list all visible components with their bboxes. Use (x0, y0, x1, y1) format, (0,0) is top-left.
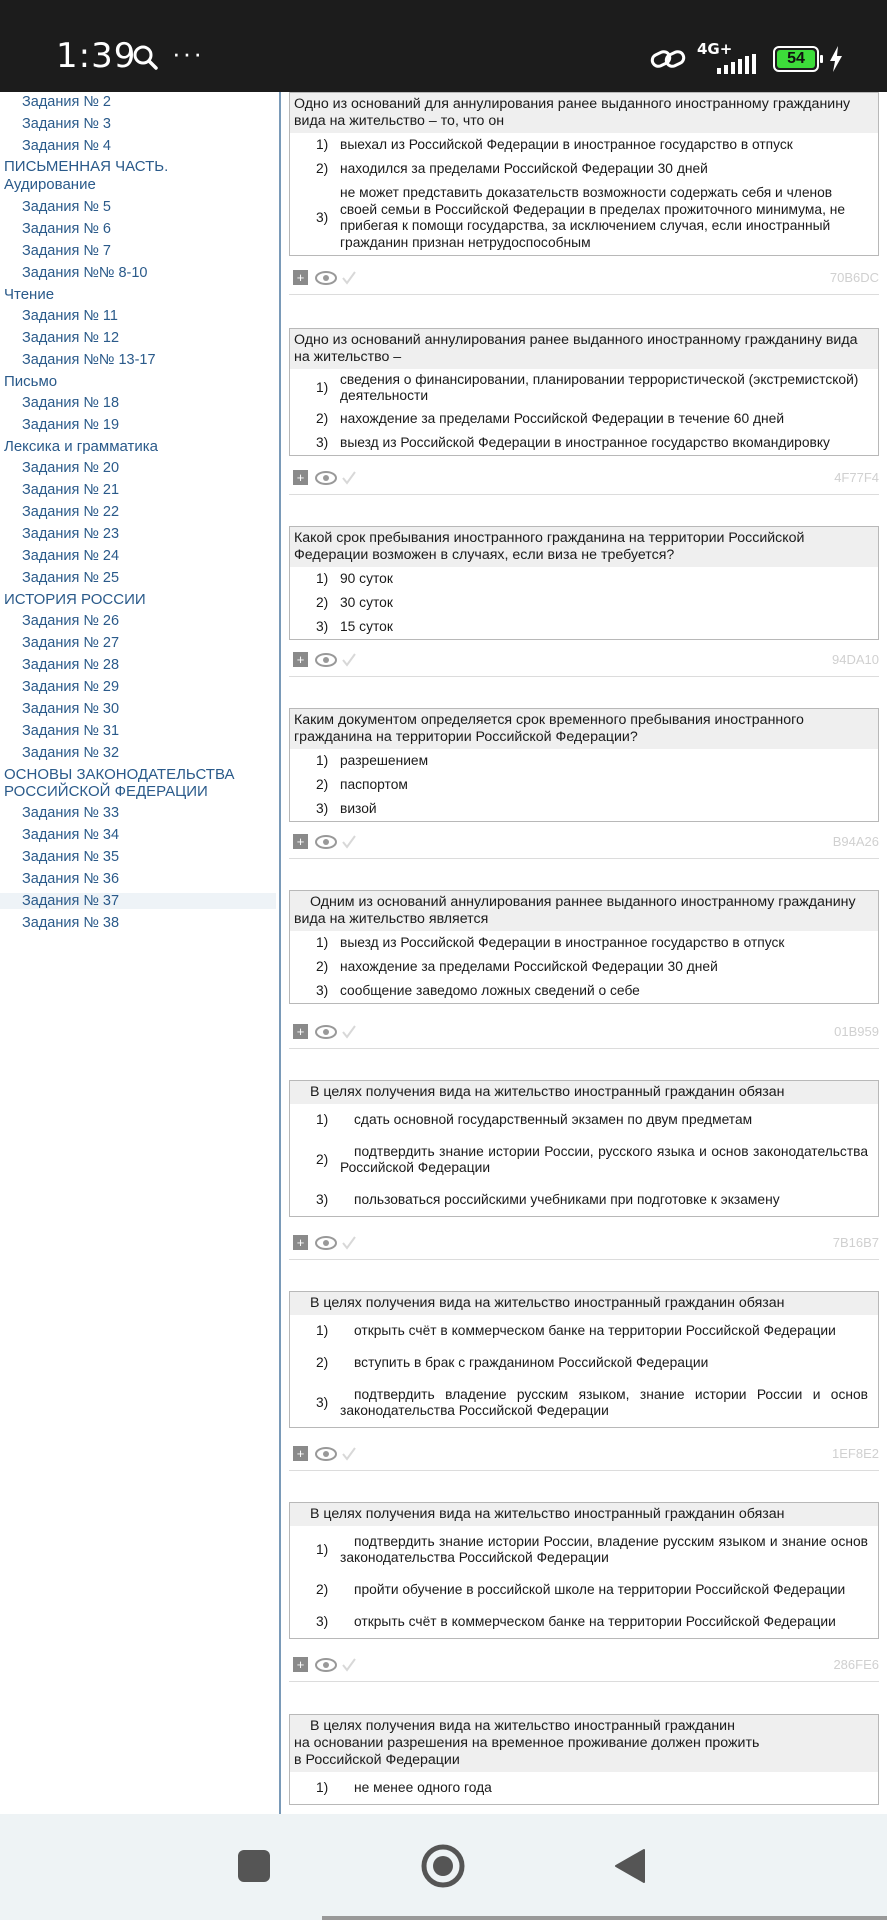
option-number: 2) (316, 1581, 329, 1597)
sidebar-category[interactable]: Лексика и грамматика (4, 438, 159, 455)
sidebar-item[interactable]: Задания № 26 (22, 613, 120, 629)
question-separator (289, 1470, 879, 1471)
answer-option[interactable] (290, 979, 878, 1003)
battery-level: 54 (777, 50, 815, 68)
answer-option[interactable] (290, 1772, 878, 1804)
add-icon[interactable]: + (293, 652, 308, 667)
sidebar-category[interactable]: ИСТОРИЯ РОССИИ (4, 591, 146, 608)
option-number: 1) (316, 1541, 329, 1557)
sidebar-item[interactable]: Задания №№ 13-17 (22, 352, 156, 368)
question-toolbar (289, 1233, 879, 1253)
option-number: 2) (316, 958, 329, 974)
add-icon[interactable]: + (293, 270, 308, 285)
eye-icon[interactable] (315, 1658, 337, 1672)
question-card (289, 1502, 879, 1639)
gesture-bar[interactable] (322, 1916, 887, 1920)
option-text: пользоваться российскими учебниками при подготовке к экзамену (354, 1191, 780, 1207)
option-text: визой (340, 800, 377, 816)
check-icon[interactable] (341, 1235, 357, 1250)
option-number: 3) (316, 209, 329, 225)
system-nav-bar (0, 1814, 887, 1920)
sidebar-nav (0, 92, 278, 1814)
question-id: 1EF8E2 (832, 1446, 879, 1461)
answer-option[interactable] (290, 1379, 878, 1427)
link-icon (649, 46, 687, 72)
charging-bolt-icon (829, 46, 843, 72)
question-card (289, 526, 879, 640)
sidebar-item[interactable]: Задания № 19 (22, 417, 120, 433)
sidebar-item[interactable]: Задания № 6 (22, 221, 111, 237)
answer-option[interactable] (290, 1136, 878, 1184)
question-id: 70B6DC (829, 270, 879, 285)
answer-option[interactable] (290, 157, 878, 181)
option-number: 2) (316, 1354, 329, 1370)
battery-icon (773, 46, 819, 72)
question-text: В целях получения вида на жительство иностранный гражданин обязан (290, 1081, 878, 1104)
eye-icon[interactable] (315, 835, 337, 849)
question-separator (289, 494, 879, 495)
question-id: 94DA10 (832, 652, 879, 667)
sidebar-item[interactable]: Задания № 18 (22, 395, 120, 411)
more-dots-icon: ··· (172, 38, 204, 68)
question-separator (289, 676, 879, 677)
answer-option[interactable] (290, 1104, 878, 1136)
sidebar-item[interactable]: Задания № 28 (22, 657, 120, 673)
sidebar-item[interactable]: Задания № 33 (22, 805, 120, 821)
question-text: Одно из оснований аннулирования ранее выданного иностранному гражданину вида на жительство – (290, 329, 878, 369)
sidebar-item[interactable]: Задания № 5 (22, 199, 111, 215)
eye-icon[interactable] (315, 1025, 337, 1039)
question-text (290, 1715, 878, 1772)
option-text: сообщение заведомо ложных сведений о себе (340, 982, 640, 998)
option-number: 1) (316, 136, 329, 152)
add-icon[interactable]: + (293, 1446, 308, 1461)
answer-option[interactable] (290, 407, 878, 431)
question-toolbar (289, 1022, 879, 1042)
option-number: 1) (316, 1111, 329, 1127)
option-number: 3) (316, 1394, 329, 1410)
option-text: пройти обучение в российской школе на территории Российской Федерации (354, 1581, 846, 1597)
question-separator (289, 294, 879, 295)
question-text: Каким документом определяется срок временного пребывания иностранного гражданина на территории Российской Федерации? (290, 709, 878, 749)
status-time: 1:39 (56, 36, 137, 76)
answer-option[interactable] (290, 1347, 878, 1379)
add-icon[interactable]: + (293, 834, 308, 849)
option-text: открыть счёт в коммерческом банке на территории Российской Федерации (354, 1322, 836, 1338)
question-card (289, 1714, 879, 1805)
option-text: подтвердить знание истории России, русского языка и основ законодательства Российской Федерации (340, 1143, 868, 1175)
sidebar-item[interactable]: Задания № 12 (22, 330, 120, 346)
eye-icon[interactable] (315, 1447, 337, 1461)
option-text: 90 суток (340, 570, 393, 586)
question-text-line: В целях получения вида на жительство иностранный гражданин (310, 1718, 735, 1734)
question-toolbar (289, 268, 879, 288)
option-text: 30 суток (340, 594, 393, 610)
question-separator (289, 858, 879, 859)
question-toolbar (289, 650, 879, 670)
answer-option[interactable] (290, 1184, 878, 1216)
answer-option[interactable] (290, 431, 878, 455)
option-text: не менее одного года (354, 1779, 492, 1795)
eye-icon[interactable] (315, 471, 337, 485)
question-toolbar (289, 1655, 879, 1675)
check-icon[interactable] (341, 652, 357, 667)
option-number: 3) (316, 982, 329, 998)
sidebar-item[interactable]: Задания № 30 (22, 701, 120, 717)
option-number: 1) (316, 1779, 329, 1795)
question-card (289, 1080, 879, 1217)
question-text-line: на основании разрешения на временное проживание должен прожить (294, 1735, 760, 1751)
question-id: B94A26 (832, 834, 879, 849)
option-text: не может представить доказательств возможности содержать себя и членов своей семьи в Российской Федерации в пределах прожиточного минимума, не прибегая к помощи государства, за исключением случая, если иностранный гражданин признан нетрудоспособным (340, 185, 846, 250)
sidebar-item[interactable]: Задания № 23 (22, 526, 120, 542)
option-number: 2) (316, 776, 329, 792)
option-number: 3) (316, 1613, 329, 1629)
answer-option[interactable] (290, 1526, 878, 1574)
option-number: 3) (316, 1191, 329, 1207)
answer-option[interactable] (290, 773, 878, 797)
sidebar-item[interactable]: Задания № 29 (22, 679, 120, 695)
option-number: 3) (316, 800, 329, 816)
question-text-line: в Российской Федерации (294, 1752, 460, 1768)
sidebar-item[interactable]: Задания № 35 (22, 849, 120, 865)
sidebar-item[interactable]: Задания № 36 (22, 871, 120, 887)
sidebar-category[interactable]: Аудирование (4, 176, 96, 193)
sidebar-item[interactable]: Задания №№ 8-10 (22, 265, 148, 281)
add-icon[interactable]: + (293, 1024, 308, 1039)
question-text: В целях получения вида на жительство иностранный гражданин обязан (290, 1503, 878, 1526)
recents-button[interactable] (238, 1850, 270, 1882)
question-id: 4F77F4 (834, 470, 879, 485)
sidebar-category[interactable]: РОССИЙСКОЙ ФЕДЕРАЦИИ (4, 783, 208, 800)
answer-option[interactable] (290, 1315, 878, 1347)
sidebar-item[interactable]: Задания № 38 (22, 915, 120, 931)
option-text: сведения о финансировании, планировании террористической (экстремистской) деятельности (340, 371, 859, 403)
add-icon[interactable]: + (293, 1657, 308, 1672)
option-number: 1) (316, 1322, 329, 1338)
question-id: 7B16B7 (832, 1235, 879, 1250)
check-icon[interactable] (341, 1446, 357, 1461)
option-number: 3) (316, 618, 329, 634)
answer-option[interactable] (290, 567, 878, 591)
answer-option[interactable] (290, 369, 878, 407)
answer-option[interactable] (290, 749, 878, 773)
check-icon[interactable] (341, 470, 357, 485)
sidebar-item[interactable]: Задания № 32 (22, 745, 120, 761)
answer-option[interactable] (290, 133, 878, 157)
option-number: 1) (316, 379, 329, 395)
sidebar-item[interactable]: Задания № 20 (22, 460, 120, 476)
sidebar-item[interactable]: Задания № 24 (22, 548, 120, 564)
option-number: 2) (316, 1151, 329, 1167)
sidebar-item[interactable]: Задания № 25 (22, 570, 120, 586)
answer-option[interactable] (290, 955, 878, 979)
answer-option[interactable] (290, 931, 878, 955)
answer-option[interactable] (290, 181, 878, 255)
question-text: Какой срок пребывания иностранного гражданина на территории Российской Федерации возможен в случаях, если виза не требуется? (290, 527, 878, 567)
option-text: вступить в брак с гражданином Российской Федерации (354, 1354, 709, 1370)
question-id: 286FE6 (833, 1657, 879, 1672)
network-type: 4G+ (697, 40, 733, 58)
question-text: Одно из оснований для аннулирования ранее выданного иностранному гражданину вида на жительство – то, что он (290, 93, 878, 133)
eye-icon[interactable] (315, 653, 337, 667)
sidebar-item[interactable]: Задания № 4 (22, 138, 111, 154)
question-id: 01B959 (834, 1024, 879, 1039)
sidebar-category[interactable]: ОСНОВЫ ЗАКОНОДАТЕЛЬСТВА (4, 766, 235, 783)
status-bar (0, 0, 887, 92)
question-card (289, 328, 879, 456)
option-number: 2) (316, 160, 329, 176)
option-text: подтвердить владение русским языком, знание истории России и основ законодательства Российской Федерации (340, 1386, 868, 1418)
option-text: подтвердить знание истории России, владение русским языком и знание основ законодательства Российской Федерации (340, 1533, 868, 1565)
add-icon[interactable]: + (293, 1235, 308, 1250)
option-text: выезд из Российской Федерации в иностранное государство в отпуск (340, 934, 785, 950)
check-icon[interactable] (341, 1657, 357, 1672)
back-button[interactable] (614, 1848, 646, 1884)
option-text: выезд из Российской Федерации в иностранное государство вкомандировку (340, 434, 830, 450)
eye-icon[interactable] (315, 1236, 337, 1250)
option-number: 1) (316, 570, 329, 586)
option-text: паспортом (340, 776, 408, 792)
question-card (289, 890, 879, 1004)
sidebar-item[interactable]: Задания № 34 (22, 827, 120, 843)
option-text: нахождение за пределами Российской Федерации 30 дней (340, 958, 718, 974)
signal-icon (697, 40, 763, 74)
option-text: нахождение за пределами Российской Федерации в течение 60 дней (340, 410, 785, 426)
check-icon[interactable] (341, 834, 357, 849)
option-number: 1) (316, 752, 329, 768)
answer-option[interactable] (290, 1606, 878, 1638)
question-toolbar (289, 1444, 879, 1464)
eye-icon[interactable] (315, 271, 337, 285)
option-text: открыть счёт в коммерческом банке на территории Российской Федерации (354, 1613, 836, 1629)
question-card (289, 708, 879, 822)
status-indicators (649, 42, 843, 76)
search-icon (132, 44, 158, 70)
sidebar-item[interactable]: Задания № 37 (0, 893, 276, 909)
option-text: выехал из Российской Федерации в иностранное государство в отпуск (340, 136, 793, 152)
sidebar-item[interactable]: Задания № 2 (22, 94, 111, 110)
option-number: 1) (316, 934, 329, 950)
question-separator (289, 1259, 879, 1260)
answer-option[interactable] (290, 591, 878, 615)
check-icon[interactable] (341, 270, 357, 285)
add-icon[interactable]: + (293, 470, 308, 485)
sidebar-item[interactable]: Задания № 7 (22, 243, 111, 259)
answer-option[interactable] (290, 615, 878, 639)
question-separator (289, 1681, 879, 1682)
questions-list (281, 92, 887, 1814)
question-text: Одним из оснований аннулирования раннее выданного иностранному гражданину вида на жительство является (290, 891, 878, 931)
option-text: 15 суток (340, 618, 393, 634)
sidebar-category[interactable]: Чтение (4, 286, 55, 303)
sidebar-item[interactable]: Задания № 27 (22, 635, 120, 651)
question-toolbar (289, 832, 879, 852)
question-toolbar (289, 468, 879, 488)
sidebar-item[interactable]: Задания № 22 (22, 504, 120, 520)
home-button[interactable] (420, 1843, 466, 1889)
option-text: находился за пределами Российской Федерации 30 дней (340, 160, 708, 176)
option-number: 3) (316, 434, 329, 450)
sidebar-category[interactable]: ПИСЬМЕННАЯ ЧАСТЬ. (4, 158, 169, 175)
option-text: разрешением (340, 752, 429, 768)
answer-option[interactable] (290, 797, 878, 821)
question-card (289, 1291, 879, 1428)
question-text: В целях получения вида на жительство иностранный гражданин обязан (290, 1292, 878, 1315)
sidebar-item[interactable]: Задания № 31 (22, 723, 120, 739)
answer-option[interactable] (290, 1574, 878, 1606)
option-number: 2) (316, 594, 329, 610)
question-separator (289, 1048, 879, 1049)
check-icon[interactable] (341, 1024, 357, 1039)
option-text: сдать основной государственный экзамен по двум предметам (354, 1111, 753, 1127)
sidebar-item[interactable]: Задания № 21 (22, 482, 120, 498)
sidebar-item[interactable]: Задания № 3 (22, 116, 111, 132)
question-card (289, 92, 879, 256)
option-number: 2) (316, 410, 329, 426)
sidebar-category[interactable]: Письмо (4, 373, 58, 390)
sidebar-item[interactable]: Задания № 11 (22, 308, 118, 324)
